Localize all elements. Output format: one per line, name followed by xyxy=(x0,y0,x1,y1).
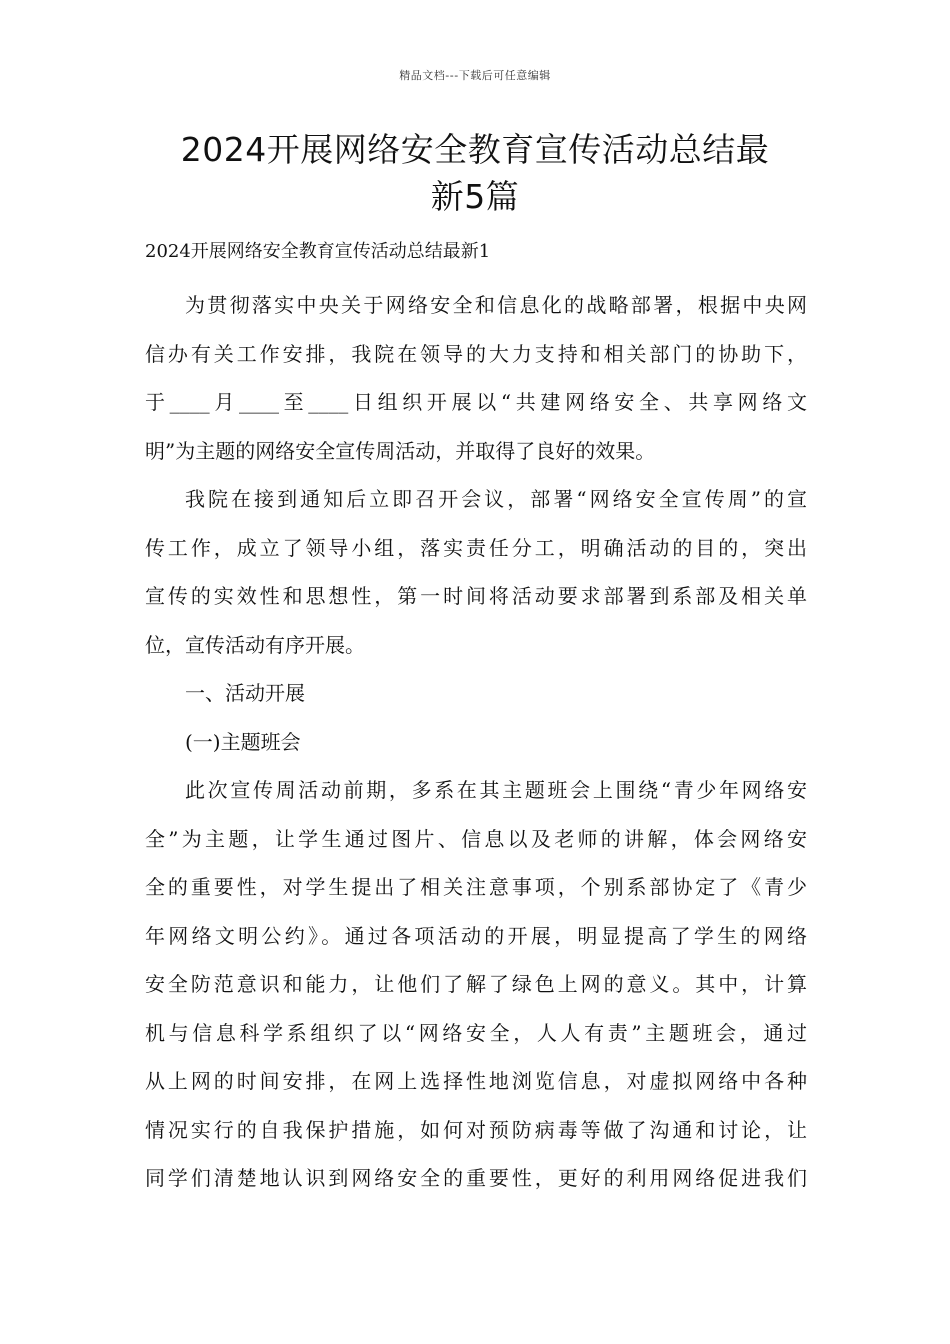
paragraph-2 xyxy=(145,475,807,669)
paragraph-line: 从上网的时间安排，在网上选择性地浏览信息，对虚拟网络中各种 xyxy=(145,1069,807,1093)
paragraph-1 xyxy=(145,281,807,475)
document-body xyxy=(145,281,807,1203)
section-heading-1: 一、活动开展 xyxy=(185,681,305,705)
paragraph-line: 宣传的实效性和思想性，第一时间将活动要求部署到系部及相关单 xyxy=(145,584,807,608)
paragraph-line: 传工作，成立了领导小组，落实责任分工，明确活动的目的，突出 xyxy=(145,535,807,560)
paragraph-line: 全的重要性，对学生提出了相关注意事项，个别系部协定了《青少 xyxy=(145,875,807,899)
paragraph-line: 年网络文明公约》。通过各项活动的开展，明显提高了学生的网络 xyxy=(145,923,807,948)
paragraph-line: 我院在接到通知后立即召开会议，部署“网络安全宣传周”的宣 xyxy=(185,487,807,511)
header-note: 精品文档---下载后可任意编辑 xyxy=(399,69,551,82)
paragraph-line: 全”为主题，让学生通过图片、信息以及老师的讲解，体会网络安 xyxy=(145,826,807,851)
paragraph-line: 安全防范意识和能力，让他们了解了绿色上网的意义。其中，计算 xyxy=(145,972,807,996)
paragraph-line: 于____月____至____日组织开展以“共建网络安全、共享网络文 xyxy=(145,390,807,414)
title-line-2: 新5篇 xyxy=(430,177,520,216)
paragraph-line: 此次宣传周活动前期，多系在其主题班会上围绕“青少年网络安 xyxy=(185,778,807,802)
section-heading-2: (一)主题班会 xyxy=(185,729,301,754)
document-subtitle: 2024开展网络安全教育宣传活动总结最新1 xyxy=(145,241,491,262)
paragraph-3 xyxy=(145,766,807,1203)
paragraph-line: 信办有关工作安排，我院在领导的大力支持和相关部门的协助下， xyxy=(145,341,807,366)
paragraph-line: 位，宣传活动有序开展。 xyxy=(145,632,365,657)
title-line-1: 2024开展网络安全教育宣传活动总结最 xyxy=(180,130,770,169)
paragraph-line: 机与信息科学系组织了以“网络安全，人人有责”主题班会，通过 xyxy=(145,1020,807,1045)
paragraph-line: 明”为主题的网络安全宣传周活动，并取得了良好的效果。 xyxy=(145,438,656,463)
paragraph-line: 同学们清楚地认识到网络安全的重要性，更好的利用网络促进我们 xyxy=(145,1166,807,1190)
document-title xyxy=(140,126,810,220)
paragraph-line: 情况实行的自我保护措施，如何对预防病毒等做了沟通和讨论，让 xyxy=(145,1117,807,1142)
paragraph-line: 为贯彻落实中央关于网络安全和信息化的战略部署，根据中央网 xyxy=(185,293,807,317)
